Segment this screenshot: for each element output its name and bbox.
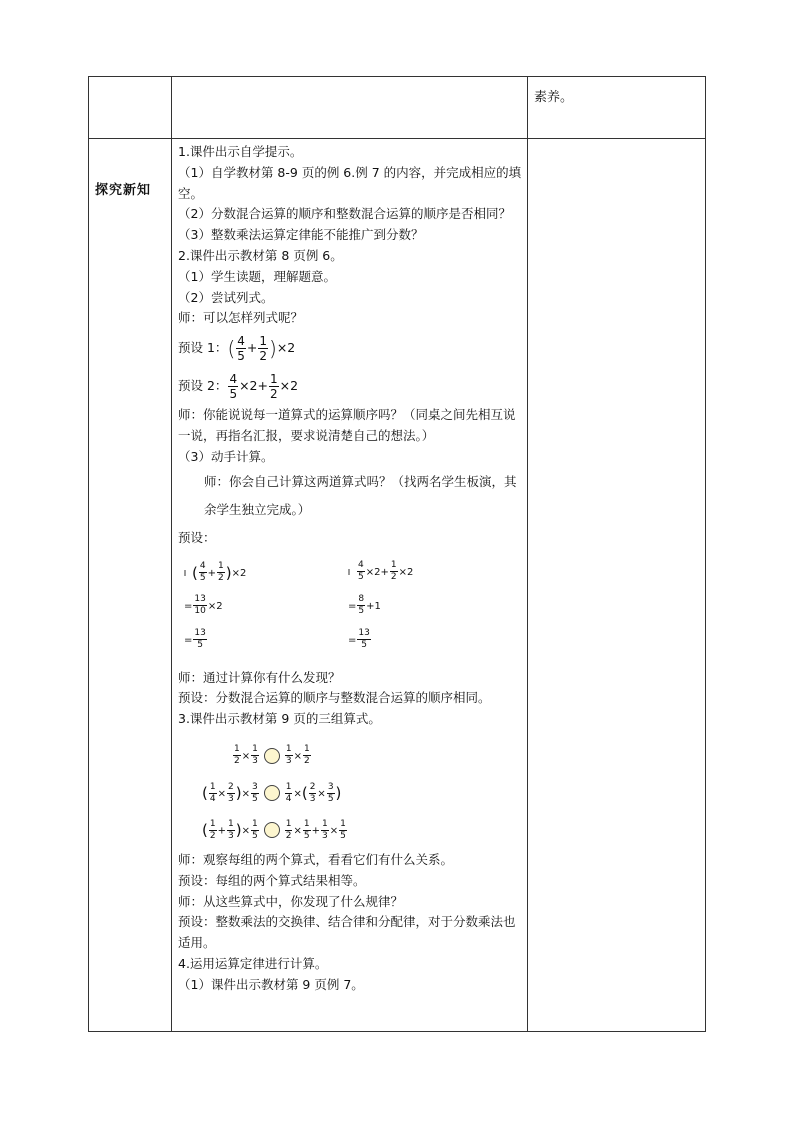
text-line: 1.课件出示自学提示。 [178, 144, 303, 159]
preset-2-label: 预设 2： [178, 378, 228, 394]
fraction: $\frac{4}{5}$ [237, 334, 245, 364]
text-line: （1）课件出示教材第 9 页例 7。 [178, 976, 364, 992]
section-label: 探究新知 [95, 183, 152, 198]
label-cell-empty [89, 77, 172, 139]
comparison-circle [264, 822, 280, 838]
notes-cell-empty [528, 139, 706, 1032]
text-line: 师：你会自己计算这两道算式吗？（找两名学生板演，其余学生独立完成。） [204, 473, 517, 517]
text-line: 师：可以怎样列式呢？ [178, 310, 304, 326]
notes-cell [528, 77, 706, 139]
paren: ) [269, 336, 277, 361]
formula-group-1: $\frac{1}{2}$ × $\frac{1}{3}$ $\frac{1}{3}$ × $\frac{1}{2}$ [234, 744, 310, 767]
preset-1-label: 预设 1： [178, 340, 228, 356]
times-two: ×2 [276, 340, 296, 356]
lesson-plan-table [88, 76, 706, 1032]
comparison-circle [264, 785, 280, 801]
times-two: ×2 [239, 378, 258, 394]
text-line: （3）整数乘法运算定律能不能推广到分数？ [178, 227, 424, 243]
text-line: 预设：每组的两个算式结果相等。 [178, 872, 366, 888]
text-line: 2.课件出示教材第 8 页例 6。 [178, 247, 343, 263]
text-line: 预设：分数混合运算的顺序与整数混合运算的顺序相同。 [178, 690, 491, 706]
text-line: 3.课件出示教材第 9 页的三组算式。 [178, 711, 381, 727]
calculation-figure [178, 556, 522, 668]
formula-group-2: ( $\frac{1}{4}$ × $\frac{2}{3}$ )× $\frac{3}{5}$ $\frac{1}{4}$ ×( $\frac{2}{3}$ × $\frac{3}{5}$ ) [202, 781, 342, 804]
content-cell-empty [172, 77, 528, 139]
plus-sign: + [257, 378, 268, 394]
text-line: 预设： [178, 529, 216, 545]
text-line: （1）自学教材第 8-9 页的例 6.例 7 的内容，并完成相应的填空。 [178, 164, 522, 201]
fraction: $\frac{4}{5}$ [229, 372, 238, 402]
formula-group-3: ( $\frac{1}{2}$ + $\frac{1}{3}$ )× $\frac{1}{5}$ $\frac{1}{2}$ × $\frac{1}{5}$ + $\frac{1}{3}$ × $\frac{1}{5}$ [202, 818, 346, 841]
calc-column-right: $\frac{4}{5}$ ×2+ $\frac{1}{2}$ ×2 = $\frac{8}{5}$ +1 = $\frac{13}{5}$ [348, 560, 414, 651]
notes-text: 素养。 [534, 90, 574, 105]
fraction: $\frac{1}{2}$ [270, 372, 278, 402]
table-row [89, 77, 706, 139]
preset-1-formula [178, 329, 522, 367]
label-cell [89, 139, 172, 1032]
content-cell [172, 139, 528, 1032]
text-line: （2）尝试列式。 [178, 289, 274, 305]
calc-column-left: ( $\frac{4}{5}$ + $\frac{1}{2}$ )×2 = $\frac{13}{10}$ ×2 = $\frac{13}{5}$ [184, 561, 247, 651]
table-row [89, 139, 706, 1032]
text-line: （3）动手计算。 [178, 448, 274, 464]
plus-sign: + [246, 340, 258, 356]
text-line: （2）分数混合运算的顺序和整数混合运算的顺序是否相同？ [178, 206, 511, 222]
text-line: 师：你能说说每一道算式的运算顺序吗？（同桌之间先相互说一说，再指名汇报，要求说清楚自己的想法。） [178, 407, 516, 443]
text-line: 预设：整数乘法的交换律、结合律和分配律，对于分数乘法也适用。 [178, 914, 516, 951]
formula-groups-figure [178, 738, 522, 850]
text-line: 师：观察每组的两个算式，看看它们有什么关系。 [178, 851, 454, 867]
comparison-circle [264, 748, 280, 764]
paren: ( [227, 336, 236, 361]
text-line: （1）学生读题，理解题意。 [178, 268, 336, 284]
text-line: 4.运用运算定律进行计算。 [178, 955, 328, 971]
fraction: $\frac{1}{2}$ [259, 334, 268, 364]
times-two: ×2 [279, 378, 299, 394]
text-line: 师：从这些算式中，你发现了什么规律？ [178, 893, 404, 909]
preset-2-formula [178, 367, 522, 405]
text-line: 师：通过计算你有什么发现？ [178, 669, 341, 685]
